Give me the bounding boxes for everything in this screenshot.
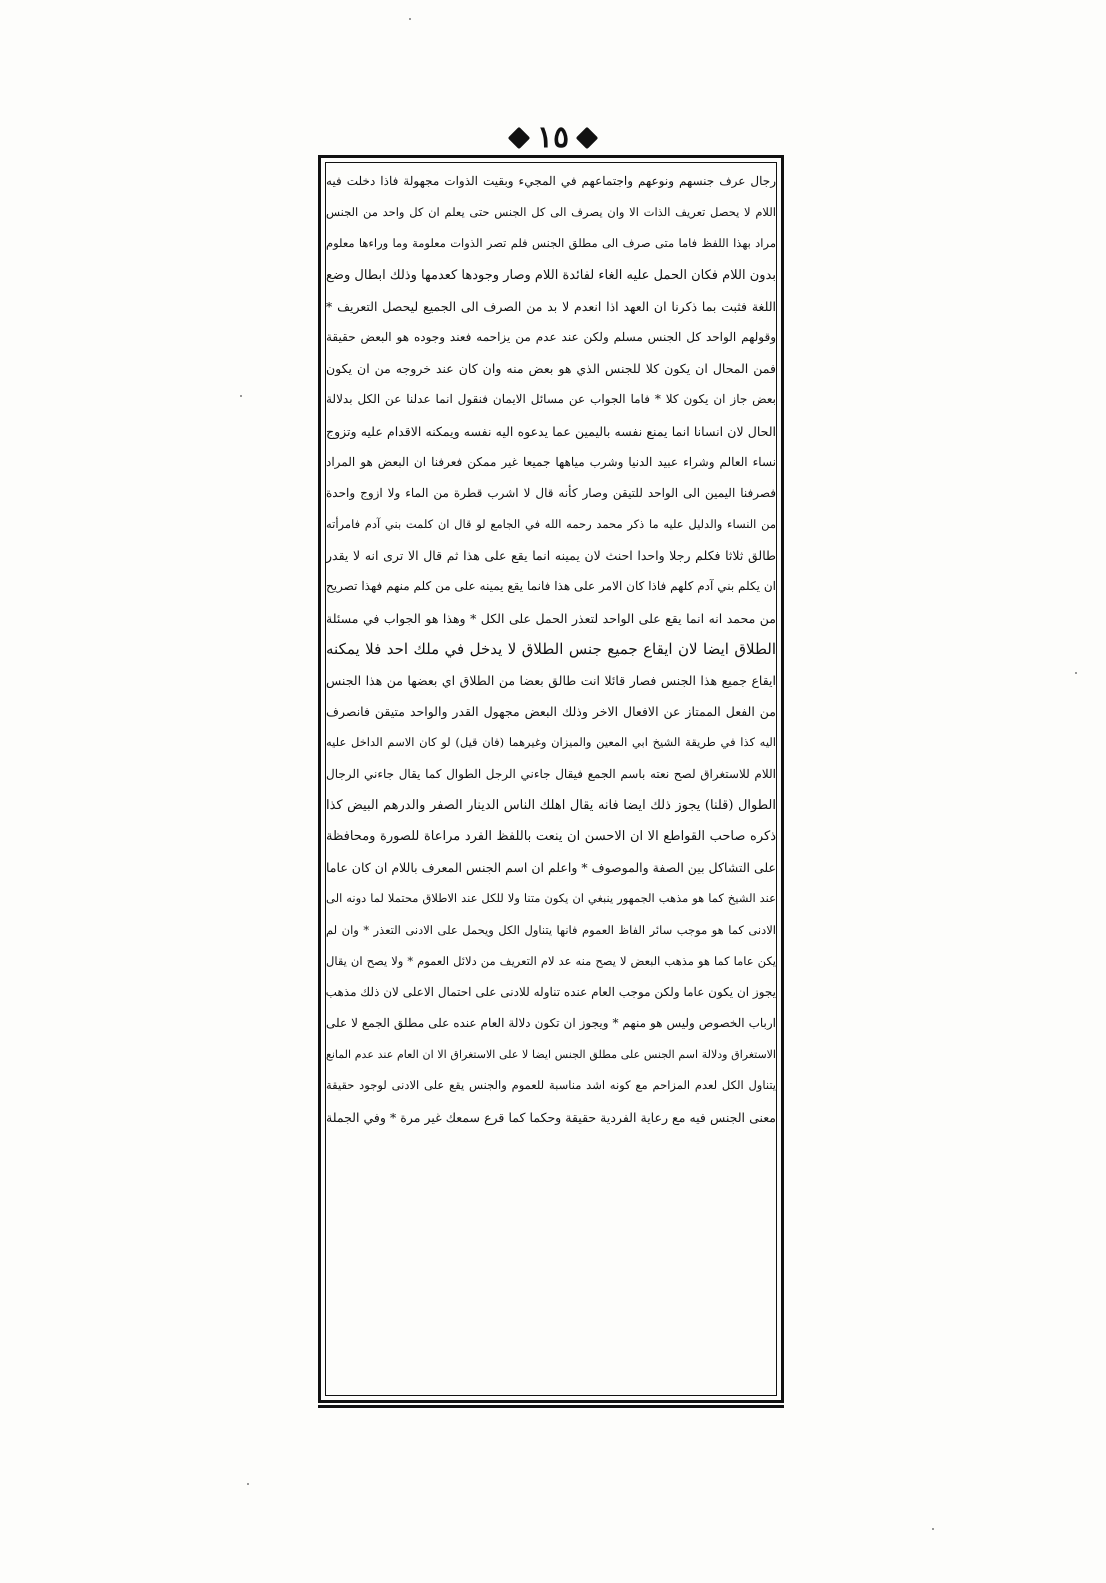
text-line: الحال لان انسانا انما يمنع نفسه باليمين عما يدعوه اليه نفسه ويمكنه الاقدام عليه وتزوج: [326, 423, 776, 439]
text-line: بدون اللام فكان الحمل عليه الغاء لفائدة اللام وصار وجودها كعدمها وذلك ابطال وضع: [326, 267, 776, 283]
left-ornament-icon: [508, 127, 531, 150]
text-line: وقولهم الواحد كل الجنس مسلم ولكن عند عدم من يزاحمه فعند وجوده هو البعض حقيقة: [326, 329, 776, 344]
text-line: من محمد انه انما يقع على الواحد لتعذر الحمل على الكل * وهذا هو الجواب في مسئلة: [326, 610, 776, 626]
scan-speck: [1075, 672, 1077, 674]
text-line: رجال عرف جنسهم ونوعهم واجتماعهم في المجيء وبقيت الذوات مجهولة فاذا دخلت فيه: [326, 174, 776, 188]
text-line: يكن عاما كما هو مذهب البعض لا يصح منه عد لام التعريف من دلائل العموم * ولا يصح ان يقال: [326, 953, 776, 968]
scan-speck: [247, 1483, 249, 1485]
text-line: مراد بهذا اللفظ فاما متى صرف الى مطلق الجنس فلم تصر الذوات معلومة وما وراءها معلوم: [326, 236, 776, 251]
text-line: طالق ثلاثا فكلم رجلا واحدا احنث لان يمينه انما يقع على هذا ثم قال الا ترى انه لا يقدر: [326, 548, 776, 564]
right-ornament-icon: [576, 127, 599, 150]
scan-speck: [409, 18, 411, 20]
text-line: يتناول الكل لعدم المزاحم مع كونه اشد مناسبة للعموم والجنس يقع على الادنى لوجود حقيقة: [326, 1078, 776, 1093]
text-line: معنى الجنس فيه مع رعاية الفردية حقيقة وحكما كما قرع سمعك غير مرة * وفي الجملة: [326, 1109, 776, 1125]
scan-speck: [932, 1528, 934, 1530]
bottom-rule: [318, 1405, 784, 1408]
text-line: ان يكلم بني آدم كلهم فاذا كان الامر على هذا فانما يقع يمينه على من كلم منهم فهذا تصريح: [326, 579, 776, 594]
text-line: من النساء والدليل عليه ما ذكر محمد رحمه الله في الجامع لو قال ان كلمت بني آدم فامرأته: [326, 517, 776, 532]
text-line: اللام للاستغراق لصح نعته باسم الجمع فيقال جاءني الرجل الطوال كما يقال جاءني الرجال: [326, 766, 776, 781]
text-line: يجوز ان يكون عاما ولكن موجب العام عنده تناوله للادنى على احتمال الاعلى لان ذلك مذهب: [326, 984, 776, 999]
text-line: الادنى كما هو موجب سائر الفاظ العموم فانها يتناول الكل ويحمل على الادنى التعذر * وان لم: [326, 922, 776, 937]
text-line: عند الشيخ كما هو مذهب الجمهور ينبغي ان يكون متنا ولا للكل عند الاطلاق محتملا لما دونه الى: [326, 891, 776, 906]
text-line: اليه كذا في طريقة الشيخ ابي المعين والميزان وغيرهما (فان قيل) لو كان الاسم الداخل عليه: [326, 735, 776, 750]
text-line: بعض جاز ان يكون كلا * فاما الجواب عن مسائل الايمان فنقول انما عدلنا عن الكل بدلالة: [326, 392, 776, 407]
main-text-block: [326, 166, 776, 1396]
page-header: [0, 118, 1106, 158]
text-line: من الفعل الممتاز عن الافعال الاخر وذلك البعض مجهول القدر والواحد متيقن فانصرف: [326, 704, 776, 720]
text-line: اللام لا يحصل تعريف الذات الا وان يصرف الى كل الجنس حتى يعلم ان كل واحد من الجنس: [326, 205, 776, 220]
scan-speck: [240, 395, 242, 397]
text-line: الطلاق ايضا لان ايقاع جميع جنس الطلاق لا يدخل في ملك احد فلا يمكنه: [326, 639, 776, 658]
text-line: نساء العالم وشراء عبيد الدنيا وشرب مياهها جميعا غير ممكن فعرفنا ان البعض هو المراد: [326, 454, 776, 469]
text-line: ارباب الخصوص وليس هو منهم * ويجوز ان تكون دلالة العام عنده على مطلق الجمع لا على: [326, 1016, 776, 1031]
text-line: ايقاع جميع هذا الجنس فصار قائلا انت طالق بعضا من الطلاق اي بعضها من هذا الجنس: [326, 673, 776, 688]
page-number: ١٥: [536, 120, 570, 155]
text-line: فصرفنا اليمين الى الواحد للتيقن وصار كأنه قال لا اشرب قطرة من الماء ولا ازوج واحدة: [326, 485, 776, 500]
text-line: اللغة فثبت بما ذكرنا ان العهد اذا انعدم لا بد من الصرف الى الجميع ليحصل التعريف *: [326, 298, 776, 314]
text-line: الاستغراق ودلالة اسم الجنس على مطلق الجنس ايضا لا على الاستغراق الا ان العام عند عدم المانع: [326, 1048, 776, 1062]
text-line: الطوال (قلنا) يجوز ذلك ايضا فانه يقال اهلك الناس الدينار الصفر والدرهم البيض كذا: [326, 797, 776, 813]
text-line: ذكره صاحب القواطع الا ان الاحسن ان ينعت باللفظ الفرد مراعاة للصورة ومحافظة: [326, 828, 776, 844]
text-line: فمن المحال ان يكون كلا للجنس الذي هو بعض منه وان كان عند خروجه من ان يكون: [326, 361, 776, 377]
text-line: على التشاكل بين الصفة والموصوف * واعلم ان اسم الجنس المعرف باللام ان كان عاما: [326, 860, 776, 876]
